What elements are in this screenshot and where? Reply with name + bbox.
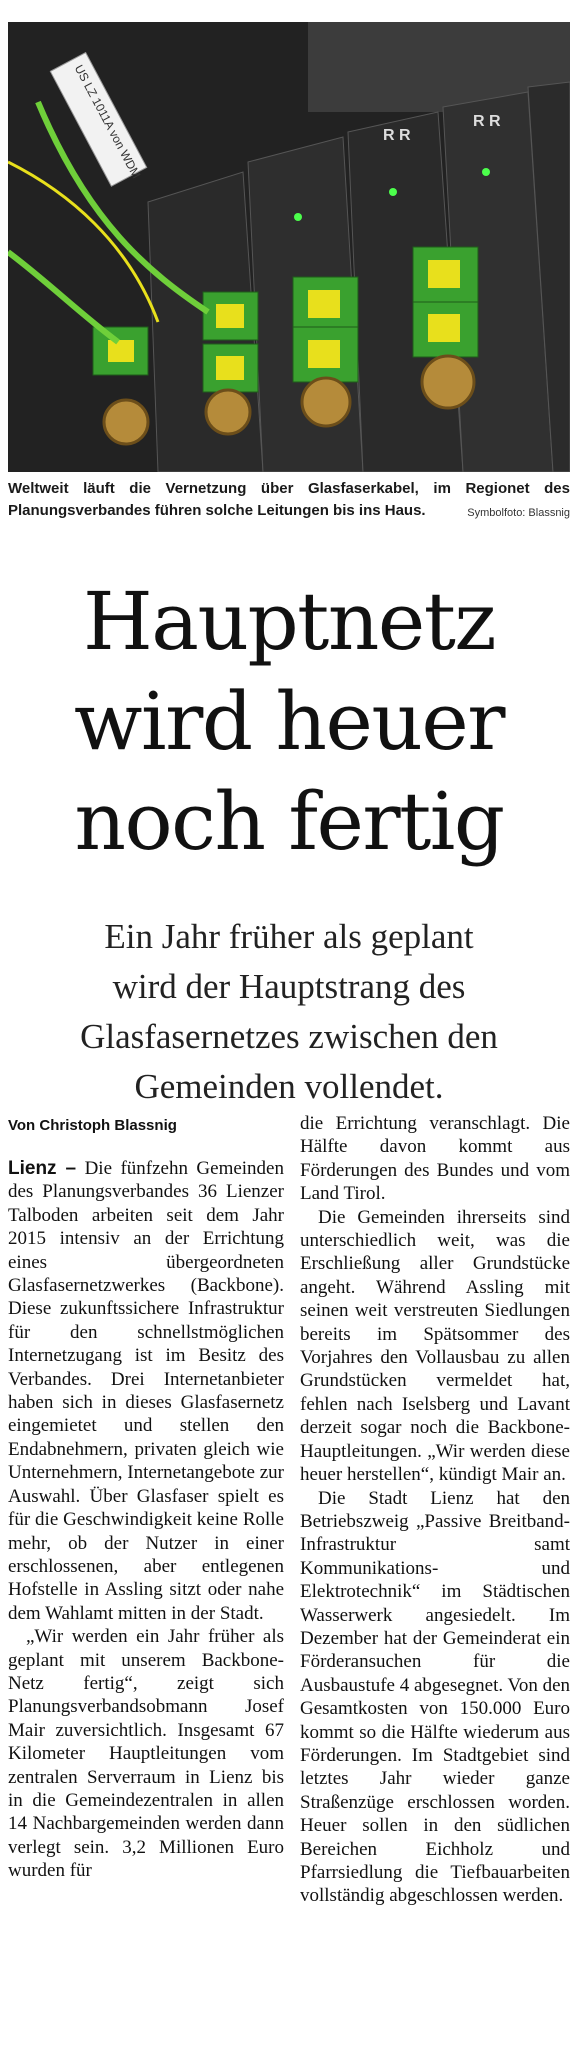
svg-text:R R: R R bbox=[473, 113, 501, 130]
author-byline: Von Christoph Blassnig bbox=[8, 1117, 177, 1134]
paragraph: „Wir werden ein Jahr früher als geplant mit unserem Backbone-Netz fertig“, zeigt sich Planungsverbandsobmann Josef Mair zuversichtlich. Insgesamt 67 Kilometer Hauptleitungen vom zentralen Serverraum in Lienz bis in die Gemeindezentralen in allen 14 Nachbargemeinden werden dann verlegt sein. 3,2 Millionen Euro wurden für bbox=[8, 1626, 284, 1882]
subheadline-line: Glasfasernetzes zwischen den bbox=[80, 1017, 498, 1056]
dateline: Lienz – bbox=[8, 1158, 77, 1179]
status-led bbox=[389, 188, 397, 196]
headline bbox=[0, 572, 578, 872]
photo-caption: Weltweit läuft die Vernetzung über Glasfaserkabel, im Regionet des Planungsverbandes führen solche Leitungen bis ins Haus. bbox=[8, 480, 570, 519]
article-photo bbox=[8, 22, 570, 472]
paragraph: Die Stadt Lienz hat den Betriebszweig „Passive Breitband-Infrastruktur samt Kommunikations- und Elektrotechnik“ im Städtischen Wasserwerk angesiedelt. Im Dezember hat der Gemeinderat ein Förderansuchen für die Ausbaustufe 4 abgesegnet. Von den Gesamtkosten von 150.000 Euro kommt so die Hälfte wiederum aus Förderungen. Im Stadtgebiet sind letztes Jahr wieder ganze Straßenzüge erschlossen worden. Heuer sollen in den südlichen Bereichen Eichholz und Pfarrsiedlung die Tiefbauarbeiten vollständig abgeschlossen werden. bbox=[300, 1487, 570, 1907]
subheadline-line: Ein Jahr früher als geplant bbox=[104, 917, 474, 956]
subheadline bbox=[30, 912, 548, 1112]
article-column-left bbox=[8, 1157, 284, 1883]
photo-credit: Symbolfoto: Blassnig bbox=[467, 507, 570, 519]
svg-text:US LZ 1011A von WDM: US LZ 1011A von WDM bbox=[71, 62, 144, 181]
article-column-right bbox=[300, 1112, 570, 1908]
fiber-switch-illustration bbox=[8, 22, 570, 472]
subheadline-line: Gemeinden vollendet. bbox=[134, 1067, 444, 1106]
paragraph: Die Gemeinden ihrerseits sind unterschiedlich weit, was die Erschließung aller Grundstücke angeht. Während Assling mit seinen weit verstreuten Siedlungen bereits im Spätsommer des Vorjahres den Vollausbau zu allen Grundstücken vermeldet hat, fehlen nach Iselsberg und Lavant derzeit sogar noch die Backbone-Hauptleitungen. „Wir werden diese heuer herstellen“, kündigt Mair an. bbox=[300, 1206, 570, 1486]
headline-line: Hauptnetz bbox=[82, 575, 495, 668]
paragraph: die Errichtung veranschlagt. Die Hälfte davon kommt aus Förderungen des Bundes und vom Land Tirol. bbox=[300, 1113, 570, 1205]
status-led bbox=[294, 213, 302, 221]
headline-line: wird heuer bbox=[74, 675, 504, 768]
paragraph: Lienz – Die fünfzehn Gemeinden des Planungsverbandes 36 Lienzer Talboden arbeiten seit dem Jahr 2015 intensiv an der Errichtung eines übergeordneten Glasfasernetzwerkes (Backbone). Diese zukunftssichere Infrastruktur für den schnellstmöglichen Internetzugang ist im Besitz des Verbandes. Drei Internetanbieter haben sich in dieses Glasfasernetz eingemietet und stellen den Endabnehmern, privaten gleich wie Unternehmern, Internetangebote zur Auswahl. Über Glasfaser spielt es für die Geschwindigkeit keine Rolle mehr, ob der Nutzer in einer erschlossenen, aber entlegenen Hofstelle in Assling sitzt oder nahe dem Wahlamt mitten in der Stadt. bbox=[8, 1158, 284, 1624]
svg-text:R R: R R bbox=[383, 127, 411, 144]
headline-line: noch fertig bbox=[74, 775, 504, 868]
status-led bbox=[482, 168, 490, 176]
subheadline-line: wird der Hauptstrang des bbox=[112, 967, 466, 1006]
